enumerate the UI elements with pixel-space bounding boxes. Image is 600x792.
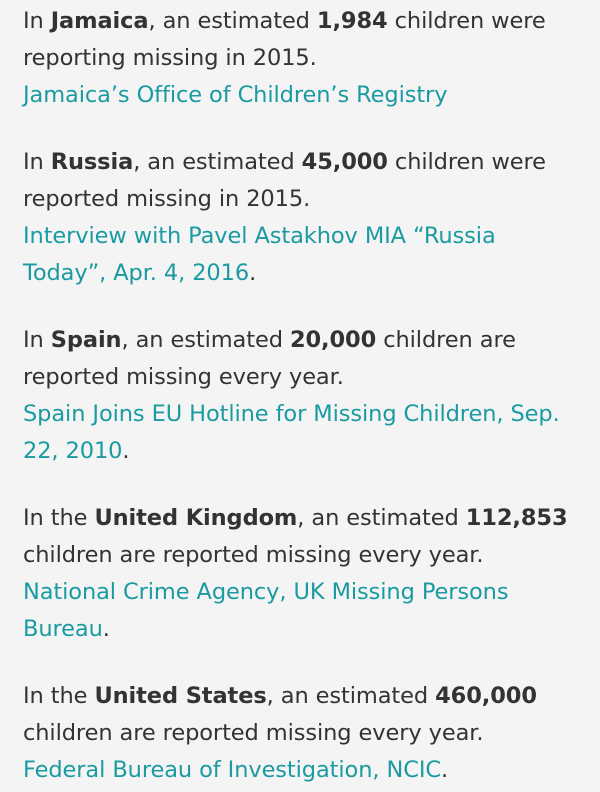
source-link[interactable]: National Crime Agency, UK Missing Persons Bureau <box>23 579 509 642</box>
entry-united-states <box>23 678 582 789</box>
citation-end: . <box>102 616 110 642</box>
statistic-text <box>23 678 582 752</box>
missing-count: 460,000 <box>435 683 537 709</box>
statistic-text <box>23 322 582 396</box>
entry-jamaica <box>23 3 582 114</box>
source-citation <box>23 752 582 789</box>
statistic-suffix: children are reported missing every year. <box>23 327 516 390</box>
statistic-suffix: children were reported missing in 2015. <box>23 149 546 212</box>
entry-spain <box>23 322 582 470</box>
missing-count: 112,853 <box>465 505 568 531</box>
missing-count: 20,000 <box>289 327 377 353</box>
source-citation <box>23 396 582 470</box>
citation-end: . <box>122 438 130 464</box>
source-link[interactable]: Interview with Pavel Astakhov MIA “Russia Today”, Apr. 4, 2016 <box>23 223 496 286</box>
country-name: United States <box>94 683 267 709</box>
entry-united-kingdom <box>23 500 582 648</box>
source-citation <box>23 77 582 114</box>
statistic-connector: , an estimated <box>148 8 317 34</box>
country-name: Jamaica <box>50 8 149 34</box>
statistic-suffix: children were reporting missing in 2015. <box>23 8 546 71</box>
statistic-connector: , an estimated <box>133 149 302 175</box>
source-citation <box>23 574 582 648</box>
statistic-suffix: children are reported missing every year. <box>23 720 484 746</box>
country-name: Spain <box>50 327 122 353</box>
statistic-text <box>23 500 582 574</box>
statistic-prefix: In the <box>23 683 95 709</box>
statistic-suffix: children are reported missing every year. <box>23 542 484 568</box>
source-link[interactable]: Spain Joins EU Hotline for Missing Children, Sep. 22, 2010 <box>23 401 560 464</box>
statistic-prefix: In <box>23 149 51 175</box>
source-link[interactable]: Federal Bureau of Investigation, NCIC <box>23 757 441 783</box>
statistic-connector: , an estimated <box>297 505 466 531</box>
entry-russia <box>23 144 582 292</box>
source-citation <box>23 218 582 292</box>
statistic-connector: , an estimated <box>266 683 436 709</box>
country-name: United Kingdom <box>94 505 298 531</box>
citation-end: . <box>440 757 449 783</box>
citation-end: . <box>249 260 257 286</box>
statistic-connector: , an estimated <box>121 327 290 353</box>
missing-count: 1,984 <box>316 8 388 34</box>
missing-count: 45,000 <box>301 149 388 175</box>
country-name: Russia <box>50 149 134 175</box>
source-link[interactable]: Jamaica’s Office of Children’s Registry <box>23 82 448 108</box>
statistic-prefix: In <box>23 8 51 34</box>
statistic-text <box>23 144 582 218</box>
statistic-prefix: In the <box>23 505 95 531</box>
statistic-prefix: In <box>23 327 51 353</box>
statistic-text <box>23 3 582 77</box>
